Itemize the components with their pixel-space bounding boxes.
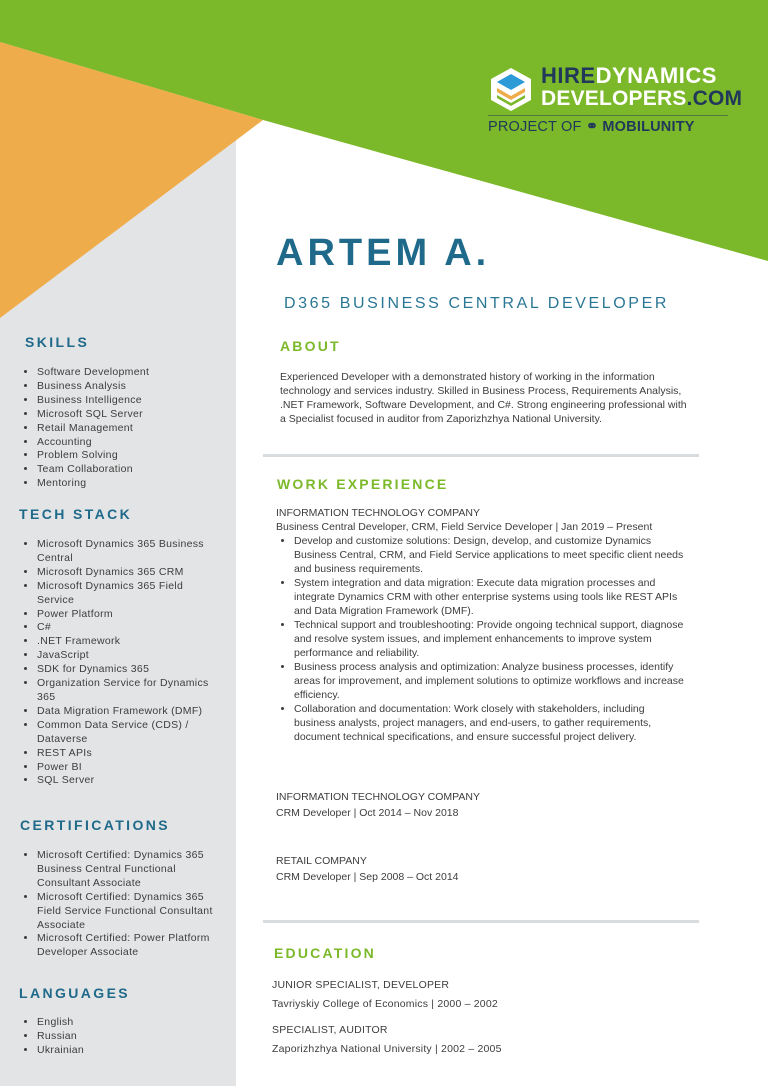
skill-item: • Problem Solving [37,449,237,463]
certifications-list [22,849,222,960]
job-bullet: • Technical support and troubleshooting: Provide ongoing technical support, diagnose and resolve system issues, and implement enhancements to improve system performance and reliability. [294,618,686,660]
job-entry-3 [276,854,686,884]
skill-item: • Business Analysis [37,380,237,394]
job-entry-2 [276,790,686,820]
job-company: INFORMATION TECHNOLOGY COMPANY [276,507,480,519]
languages-heading: LANGUAGES [19,985,131,1001]
job-company: RETAIL COMPANY [276,855,367,867]
job-bullet: • System integration and data migration: Execute data migration processes and integrate Dynamics CRM with other enterprise systems using tools like REST APIs and Data Migration Framework (DMF). [294,576,686,618]
tech-item: • Power BI [37,761,222,775]
candidate-name: ARTEM A. [276,232,491,274]
skill-item: • Business Intelligence [37,394,237,408]
languages-list [22,1016,237,1058]
tech-item: • Common Data Service (CDS) / Dataverse [37,719,222,747]
certification-item: • Microsoft Certified: Power Platform Developer Associate [37,932,222,960]
divider-about [263,454,699,457]
company-logo [488,63,743,143]
candidate-title: D365 BUSINESS CENTRAL DEVELOPER [284,295,669,312]
job-company: INFORMATION TECHNOLOGY COMPANY [276,791,480,803]
language-item: • English [37,1016,237,1030]
job-role: CRM Developer | Oct 2014 – Nov 2018 [276,807,459,819]
cube-logo-icon [488,66,534,112]
job-bullet: • Collaboration and documentation: Work closely with stakeholders, including business analysts, project managers, and end-users, to gather requirements, document technical specifications, and ensure successful project delivery. [294,702,686,744]
work-experience-heading: WORK EXPERIENCE [277,476,449,492]
about-text: Experienced Developer with a demonstrated history of working in the information technology and services industry. Skilled in Business Process, Requirements Analysis, .NET Framework, Software Development, and C#. Strong engineering professional with a Specialist focused in auditor from Zaporizhzhya National University. [280,371,687,425]
tech-item: • REST APIs [37,747,222,761]
skill-item: • Mentoring [37,477,237,491]
tech-item: • JavaScript [37,649,222,663]
divider-work [263,920,699,923]
education-school-2: Zaporizhzhya National University | 2002 – 2005 [272,1043,502,1055]
job-bullet: • Business process analysis and optimization: Analyze business processes, identify areas for improvement, and implement solutions to optimize workflows and increase efficiency. [294,660,686,702]
skill-item: • Team Collaboration [37,463,237,477]
tech-item: • Microsoft Dynamics 365 CRM [37,566,222,580]
education-school-1: Tavriyskiy College of Economics | 2000 – 2002 [272,998,498,1010]
logo-text-line3: PROJECT OF ⚭ MOBILUNITY [488,119,695,135]
tech-item: • SQL Server [37,774,222,788]
education-degree-2: SPECIALIST, AUDITOR [272,1024,388,1036]
tech-stack-list [22,538,222,788]
language-item: • Russian [37,1030,237,1044]
tech-item: • Microsoft Dynamics 365 Field Service [37,580,222,608]
certification-item: • Microsoft Certified: Dynamics 365 Business Central Functional Consultant Associate [37,849,222,891]
logo-text-line2: DEVELOPERS.COM [541,87,743,110]
logo-divider [488,115,728,116]
logo-text-line1: HIREDYNAMICS [541,63,717,88]
tech-item: • .NET Framework [37,635,222,649]
language-item: • Ukrainian [37,1044,237,1058]
tech-item: • Data Migration Framework (DMF) [37,705,222,719]
certification-item: • Microsoft Certified: Dynamics 365 Field Service Functional Consultant Associate [37,891,222,933]
job-role: CRM Developer | Sep 2008 – Oct 2014 [276,871,459,883]
skills-heading: SKILLS [25,334,90,350]
skills-list [22,366,237,491]
tech-item: • SDK for Dynamics 365 [37,663,222,677]
tech-item: • Microsoft Dynamics 365 Business Central [37,538,222,566]
skill-item: • Retail Management [37,422,237,436]
job-entry-1 [276,506,686,744]
job-bullet: • Develop and customize solutions: Design, develop, and customize Dynamics Business Central, CRM, and Field Service applications to meet specific client needs and business requirements. [294,534,686,576]
education-heading: EDUCATION [274,945,376,961]
skill-item: • Microsoft SQL Server [37,408,237,422]
mobilunity-icon: ⚭ [585,119,599,135]
tech-stack-heading: TECH STACK [19,506,133,522]
skill-item: • Software Development [37,366,237,380]
skill-item: • Accounting [37,436,237,450]
job-bullets [276,534,686,744]
certifications-heading: CERTIFICATIONS [20,817,171,833]
about-heading: ABOUT [280,338,341,354]
tech-item: • Organization Service for Dynamics 365 [37,677,222,705]
job-role: Business Central Developer, CRM, Field Service Developer | Jan 2019 – Present [276,521,653,533]
tech-item: • Power Platform [37,608,222,622]
tech-item: • C# [37,621,222,635]
education-degree-1: JUNIOR SPECIALIST, DEVELOPER [272,979,450,991]
